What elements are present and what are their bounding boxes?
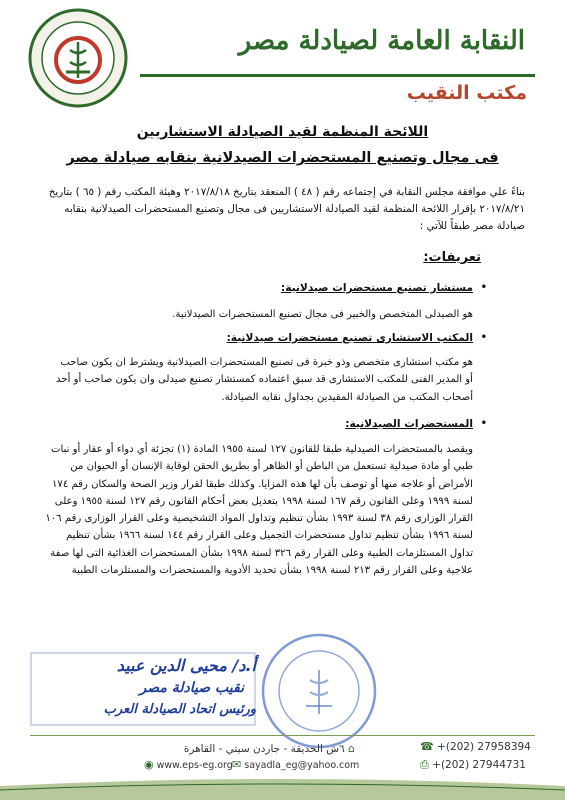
home-icon: ⌂ — [348, 742, 355, 755]
footer-website[interactable] — [144, 758, 233, 771]
fax-icon: ⎙ — [420, 758, 429, 771]
signatory-name: أ.د/ محيى الدين عبيد — [116, 656, 256, 675]
email-link[interactable]: sayadla_eg@yahoo.com — [244, 760, 360, 771]
term-definition: ويقصد بالمستحضرات الصيدلية طبقا للقانون ١٢٧ لسنة ١٩٥٥ المادة (١) تجزئة أي دواء أو عقار أو نبات طبي أو مادة صيدلية تستعمل من الباطن أو الظاهر أو بطريق الحقن لوقاية الإنسان أو الحيوان من الأمراض أو علاجه منها أو توصف بأن لها هذه المزايا. وكذلك طبقا لقرار وزير الصحة والسكان رقم ١٧٤ لسنة ١٩٩٩ وعلى القانون رقم ١٦٧ لسنة ١٩٩٨ بتعديل بعض أحكام القانون رقم ١٢٧ لسنة ١٩٥٥ وعلى القرار الوزارى رقم ٣٨ لسنة ١٩٩٣ بشأن تنظيم وتداول المواد التشخيصية وعلى القرار الوزارى رقم ١٠٦ لسنة ١٩٩٦ بشأن تنظيم تداول مستحضرات التجميل وعلى القرار رقم ١٤٤ لسنة ١٩٦٦ بشأن تنظيم تداول المستلزمات الطبية وعلى القرار رقم ٣٢٦ لسنة ١٩٩٨ بشأن المستحضرات الغذائية التى لها صفة علاجية وعلى القرار رقم ٢١٣ لسنة ١٩٩٨ بشأن تحديد الأدوية والمستحضرات والمستلزمات الطبية — [45, 444, 473, 577]
bullet-icon: • — [480, 418, 487, 429]
term-label: مستشار تصنيع مستحضرات صيدلانية: — [280, 282, 473, 294]
term-label: المكتب الاستشارى تصنيع مستحضرات صيدلانية: — [226, 332, 473, 344]
official-seal — [258, 630, 380, 752]
footer-fax — [420, 758, 526, 772]
document-subtitle: فى مجال وتصنيع المستحضرات الصيدلانية بنقابه صيادلة مصر — [66, 150, 499, 166]
phone-text: +(202) 27958394 — [437, 741, 531, 753]
signatory-role: نقيب صيادلة مصر — [139, 680, 244, 696]
term-definition: هو الصيدلى المتخصص والخبير فى مجال تصنيع المستحضرات الصيدلانية. — [172, 309, 473, 320]
bullet-icon: • — [480, 332, 487, 343]
term-label: المستحضرات الصيدلانية: — [345, 418, 473, 430]
term-heading — [345, 418, 487, 430]
footer-email[interactable] — [232, 758, 359, 771]
footer-address — [184, 742, 355, 755]
fax-text: +(202) 27944731 — [432, 759, 526, 771]
footer-band — [0, 776, 565, 800]
term-definition: هو مكتب استشارى متخصص وذو خبرة فى تصنيع المستحضرات الصيدلانية ويشترط ان يكون صاحب أو المدير الفنى للمكتب الاستشارى قد سبق اعتماده كمستشار تصنيع صيدلى وان يكون صاحب أو أحد أصحاب المكتب من الصيادلة المقيدين بجداول نقابه الصيادلة. — [56, 357, 473, 403]
term-heading — [280, 282, 487, 294]
globe-icon: ◉ — [144, 758, 154, 771]
term-heading — [226, 332, 487, 344]
website-link[interactable]: www.eps-eg.org — [156, 760, 233, 771]
organization-name: النقابة العامة لصيادلة مصر — [238, 26, 525, 56]
bullet-icon: • — [480, 282, 487, 293]
intro-paragraph: بناءً علي موافقة مجلس النقابة في إجتماعه رقم ( ٤٨ ) المنعقد بتاريخ ٢٠١٧/٨/١٨ وهيئة المكتب رقم ( ٦٥ ) بتاريخ ٢٠١٧/٨/٢١ بإقرار اللائحة المنظمة لقيد الصيادلة الاستشاريين فى مجال وتصنيع المستحضرات الصيدلانية بنقابه صيادلة مصر طبقاً للآتي : — [48, 186, 525, 232]
header-divider — [140, 74, 535, 77]
document-title: اللائحة المنظمة لقيد الصيادلة الاستشاريين — [136, 124, 429, 140]
mail-icon: ✉ — [232, 758, 242, 771]
footer-divider — [30, 735, 535, 736]
syndicate-logo — [26, 6, 130, 110]
office-title: مكتب النقيب — [406, 82, 527, 104]
address-text: ٦ش الحديقة - جاردن سيتي - القاهرة — [183, 743, 345, 755]
phone-icon: ☎ — [420, 740, 434, 753]
signatory-role-2: ورئيس اتحاد الصيادلة العرب — [103, 702, 256, 717]
signature-stamp — [30, 652, 256, 726]
definitions-heading: تعريفات: — [423, 250, 481, 265]
footer-phone — [420, 740, 531, 753]
